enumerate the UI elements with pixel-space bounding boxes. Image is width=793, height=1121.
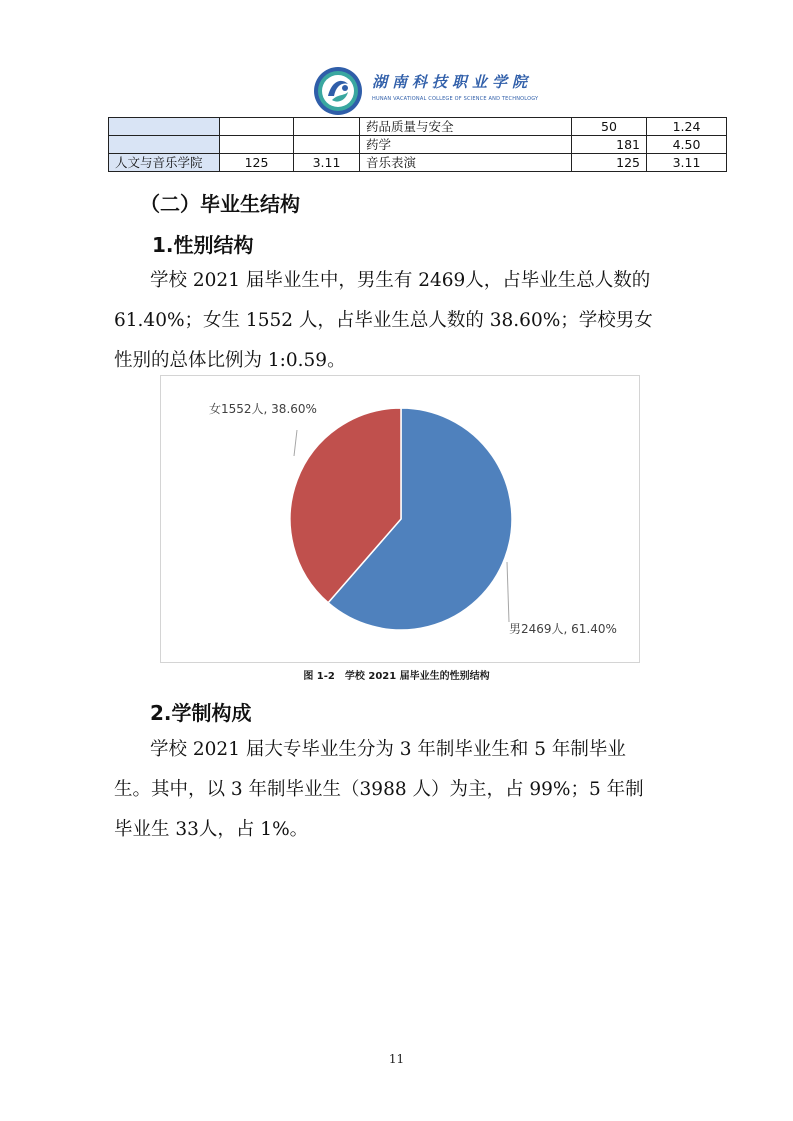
paragraph-line: 学校 2021 届毕业生中，男生有 2469人，占毕业生总人数的: [150, 270, 651, 291]
table-cell: 50: [572, 118, 647, 136]
table-cell: [294, 118, 360, 136]
paragraph-line: 性别的总体比例为 1:0.59。: [114, 350, 346, 371]
page-number: 11: [388, 1052, 405, 1066]
table-cell: 4.50: [647, 136, 727, 154]
paragraph-line: 61.40%；女生 1552 人，占毕业生总人数的 38.60%；学校男女: [114, 310, 653, 331]
gender-pie-chart: [160, 375, 640, 663]
paragraph-line: 毕业生 33人，占 1%。: [114, 819, 309, 840]
table-cell: 3.11: [647, 154, 727, 172]
table-cell: [109, 136, 220, 154]
paragraph-line: 学校 2021 届大专毕业生分为 3 年制毕业生和 5 年制毕业: [150, 739, 626, 760]
major-table: [108, 117, 727, 172]
paragraph-line: 生。其中，以 3 年制毕业生（3988 人）为主，占 99%；5 年制: [114, 779, 644, 800]
table-cell: [109, 118, 220, 136]
table-cell: 125: [220, 154, 294, 172]
pie-chart-svg: [161, 376, 639, 662]
school-name-english: HUNAN VACATIONAL COLLEGE OF SCIENCE AND TECHNOLOGY: [372, 96, 539, 102]
table-cell: [220, 136, 294, 154]
school-logo: [312, 66, 364, 116]
table-row: [109, 154, 727, 172]
section-heading: （二）毕业生结构: [140, 192, 300, 216]
subsection-heading-gender: 1.性别结构: [152, 233, 254, 257]
leader-line: [294, 430, 297, 456]
table-cell: 药学: [360, 136, 572, 154]
table-cell: 3.11: [294, 154, 360, 172]
table-cell: 人文与音乐学院: [109, 154, 220, 172]
table-row: [109, 118, 727, 136]
table-cell: 音乐表演: [360, 154, 572, 172]
table-row: [109, 136, 727, 154]
table-cell: [220, 118, 294, 136]
school-name: 湖南科技职业学院: [372, 73, 533, 91]
table-cell: 1.24: [647, 118, 727, 136]
table-cell: 药品质量与安全: [360, 118, 572, 136]
data-label: 女1552人, 38.60%: [209, 402, 317, 416]
leader-line: [507, 562, 509, 622]
table-cell: 181: [572, 136, 647, 154]
table-cell: [294, 136, 360, 154]
figure-caption: 图 1-2 学校 2021 届毕业生的性别结构: [303, 671, 490, 682]
subsection-heading-system: 2.学制构成: [150, 701, 252, 725]
table-cell: 125: [572, 154, 647, 172]
data-label: 男2469人, 61.40%: [509, 622, 617, 636]
